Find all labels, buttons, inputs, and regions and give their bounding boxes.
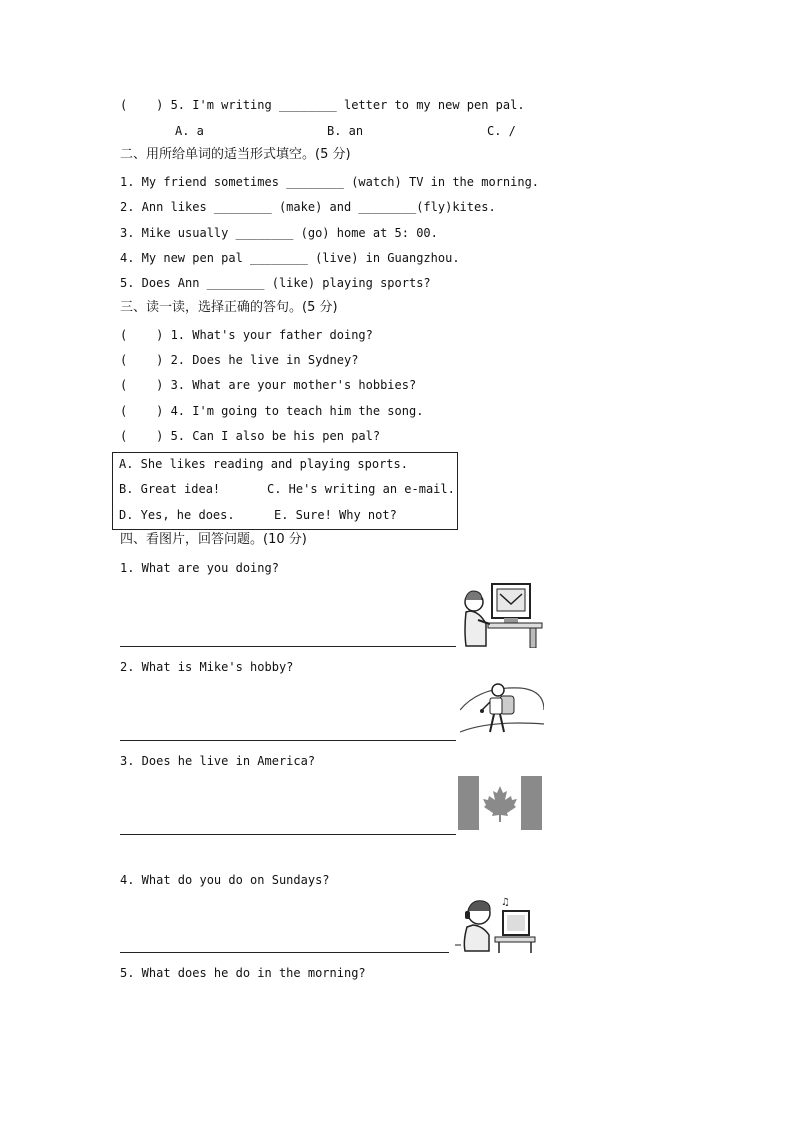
answer-line-2[interactable]: [120, 740, 456, 741]
answer-option-d: D. Yes, he does.: [119, 508, 235, 522]
section-3-item-1: ( ) 1. What's your father doing?: [120, 328, 373, 342]
section-4-question-5: 5. What does he do in the morning?: [120, 966, 366, 980]
option-a: A. a: [175, 124, 204, 138]
section-4-question-2: 2. What is Mike's hobby?: [120, 660, 294, 674]
canada-flag-icon: [458, 776, 542, 830]
section-3-item-4: ( ) 4. I'm going to teach him the song.: [120, 404, 424, 418]
section-3-item-3: ( ) 3. What are your mother's hobbies?: [120, 378, 417, 392]
section-2-item-4: 4. My new pen pal ________ (live) in Guangzhou.: [120, 251, 460, 265]
computer-email-icon: [460, 580, 544, 648]
answer-line-3[interactable]: [120, 834, 456, 835]
answer-option-a: A. She likes reading and playing sports.: [119, 457, 408, 471]
section-4-question-1: 1. What are you doing?: [120, 561, 279, 575]
section-2-item-2: 2. Ann likes ________ (make) and ________(fly)kites.: [120, 200, 496, 214]
svg-text:♫: ♫: [501, 897, 510, 908]
section-2-item-5: 5. Does Ann ________ (like) playing sports?: [120, 276, 431, 290]
answer-option-e: E. Sure! Why not?: [274, 508, 397, 522]
option-b: B. an: [327, 124, 364, 138]
answer-line-1[interactable]: [120, 646, 456, 647]
section-3-item-2: ( ) 2. Does he live in Sydney?: [120, 353, 359, 367]
listening-music-icon: [455, 893, 539, 953]
answer-line-4[interactable]: [120, 952, 449, 953]
question-5-stem: ( ) 5. I'm writing ________ letter to my new pen pal.: [120, 98, 525, 112]
answer-option-c: C. He's writing an e-mail.: [267, 482, 455, 496]
option-c: C. /: [487, 124, 516, 138]
section-2-title: 二、用所给单词的适当形式填空。(5 分): [120, 147, 351, 162]
section-3-item-5: ( ) 5. Can I also be his pen pal?: [120, 429, 381, 443]
answer-option-b: B. Great idea!: [119, 482, 221, 496]
hiking-icon: [460, 680, 544, 742]
section-4-question-3: 3. Does he live in America?: [120, 754, 316, 768]
section-2-item-1: 1. My friend sometimes ________ (watch) TV in the morning.: [120, 175, 540, 189]
section-4-title: 四、看图片，回答问题。(10 分): [120, 532, 307, 547]
section-3-title: 三、读一读，选择正确的答句。(5 分): [120, 300, 338, 315]
section-2-item-3: 3. Mike usually ________ (go) home at 5: 00.: [120, 226, 438, 240]
section-4-question-4: 4. What do you do on Sundays?: [120, 873, 330, 887]
